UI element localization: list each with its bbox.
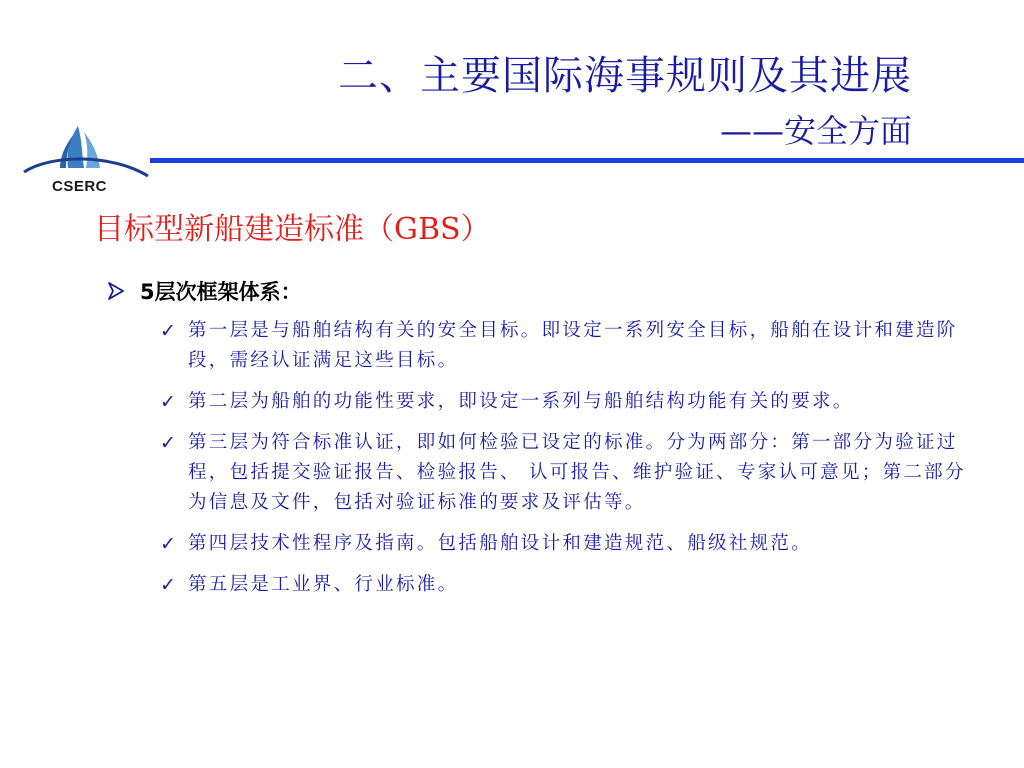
page-subtitle: ——安全方面 [719, 112, 912, 150]
section-heading: 目标型新船建造标准（GBS） [94, 212, 491, 247]
list-item-text: 第五层是工业界、行业标准。 [188, 574, 459, 595]
logo-text: CSERC [52, 178, 108, 195]
framework-bullet [106, 276, 302, 306]
layer-list [160, 316, 980, 611]
list-item [160, 570, 980, 600]
sail-logo-icon [22, 124, 150, 184]
page-title: 二、主要国际海事规则及其进展 [338, 53, 912, 99]
check-icon: ✓ [160, 574, 179, 596]
check-icon: ✓ [160, 432, 179, 454]
list-item-text: 第四层技术性程序及指南。包括船舶设计和建造规范、船级社规范。 [188, 533, 813, 554]
list-item-text: 第二层为船舶的功能性要求，即设定一系列与船舶结构功能有关的要求。 [188, 391, 854, 412]
framework-label: 5层次框架体系： [140, 280, 302, 304]
check-icon: ✓ [160, 391, 179, 413]
list-item-text: 第三层为符合标准认证，即如何检验已设定的标准。分为两部分：第一部分为验证过程，包括提交验证报告、检验报告、 认可报告、维护验证、专家认可意见；第二部分为信息及文件，包括对验证标准的要求及评估等。 [188, 432, 966, 513]
arrow-bullet-icon [106, 281, 126, 301]
list-item [160, 316, 980, 376]
check-icon: ✓ [160, 320, 179, 342]
list-item [160, 529, 980, 559]
check-icon: ✓ [160, 533, 179, 555]
title-divider [150, 158, 1024, 163]
cserc-logo [22, 124, 150, 200]
list-item [160, 428, 980, 518]
list-item-text: 第一层是与船舶结构有关的安全目标。即设定一系列安全目标，船舶在设计和建造阶段，需经认证满足这些目标。 [188, 320, 958, 371]
list-item [160, 387, 980, 417]
